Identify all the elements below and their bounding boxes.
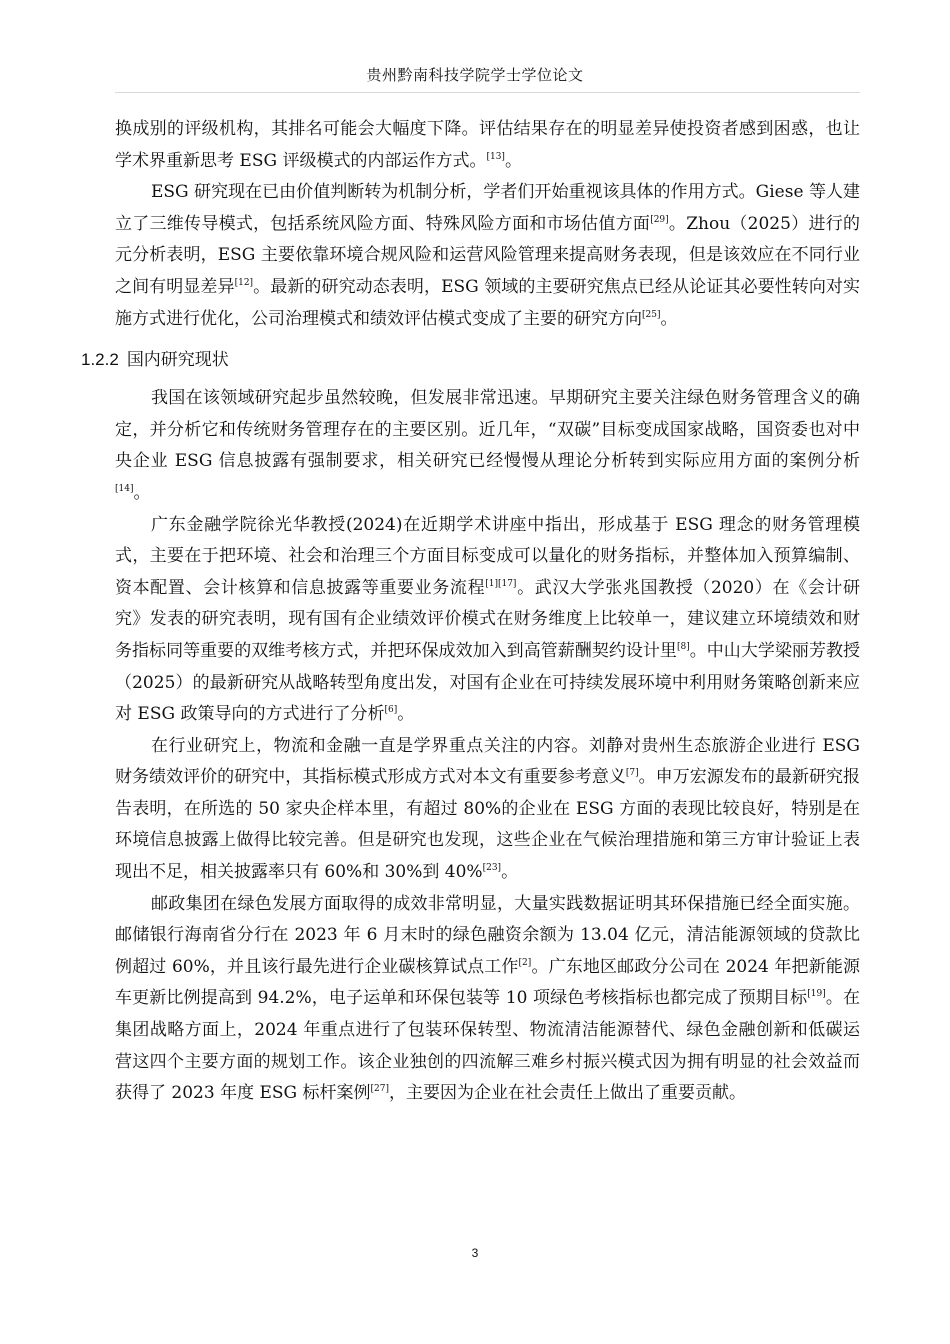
section-title: 国内研究现状	[126, 350, 229, 370]
header-divider	[115, 92, 860, 93]
citation: [6]	[384, 705, 398, 716]
paragraph-text: 广东金融学院徐光华教授(2024)在近期学术讲座中指出，形成基于 ESG 理念的财务管理模式，主要在于把环境、社会和治理三个方面目标变成可以量化的财务指标，并整体加入预算编制、资本配置、会计核算和信息披露等重要业务流程	[115, 514, 860, 598]
paragraph-text: 我国在该领域研究起步虽然较晚，但发展非常迅速。早期研究主要关注绿色财务管理含义的确定，并分析它和传统财务管理存在的主要区别。近几年，“双碳”目标变成国家战略，国资委也对中央企业 ESG 信息披露有强制要求，相关研究已经慢慢从理论分析转到实际应用方面的案例分析	[115, 388, 860, 472]
paragraph-text: 。武汉大学张兆国教授（2020）在《会计研究》发表的研究表明，现有国有企业绩效评价模式在财务维度上比较单一，建议建立环境绩效和财务指标同等重要的双维考核方式，并把环保成效加入到高管薪酬契约设计里	[115, 577, 861, 661]
section-number: 1.2.2	[81, 350, 119, 370]
paragraph-text: 换成别的评级机构，其排名可能会大幅度下降。评估结果存在的明显差异使投资者感到困惑，也让学术界重新思考 ESG 评级模式的内部运作方式。	[115, 119, 860, 171]
citation: [13]	[486, 151, 505, 162]
paragraph-text: 。广东地区邮政分公司在 2024 年把新能源车更新比例提高到 94.2%，电子运单和环保包装等 10 项绿色考核指标也都完成了预期目标	[115, 956, 860, 1009]
section-heading	[81, 345, 860, 375]
paragraph-1	[115, 114, 860, 177]
citation: [27]	[370, 1084, 389, 1095]
paragraph-text: 。Zhou（2025）进行的元分析表明，ESG 主要依靠环境合规风险和运营风险管理来提高财务表现，但是该效应在不同行业之间有明显差异	[115, 213, 860, 297]
citation: [12]	[234, 277, 254, 288]
citation: [1][17]	[485, 578, 517, 589]
citation: [8]	[676, 641, 690, 652]
paragraph-text: 。在集团战略方面上，2024 年重点进行了包装环保转型、物流清洁能源替代、绿色金融创新和低碳运营这四个主要方面的规划工作。该企业独创的四流解三难乡村振兴模式因为拥有明显的社会效益而获得了 2023 年度 ESG 标杆案例	[115, 988, 860, 1104]
citation: [29]	[650, 214, 669, 225]
paragraph-text: 。最新的研究动态表明，ESG 领域的主要研究焦点已经从论证其必要性转向对实施方式进行优化，公司治理模式和绩效评估模式变成了主要的研究方向	[115, 276, 860, 329]
paragraph-text: 。	[397, 704, 415, 725]
paragraph-text: ，主要因为企业在社会责任上做出了重要贡献。	[389, 1083, 746, 1104]
citation: [19]	[807, 989, 826, 1000]
paragraph-6	[115, 889, 860, 1110]
document-body	[81, 114, 861, 1110]
citation: [23]	[482, 863, 502, 874]
citation: [14]	[115, 483, 134, 494]
paragraph-text: 。	[504, 150, 522, 171]
page-number: 3	[471, 1246, 479, 1260]
citation: [25]	[642, 309, 661, 320]
paragraph-text: 邮政集团在绿色发展方面取得的成效非常明显，大量实践数据证明其环保措施已经全面实施。邮储银行海南省分行在 2023 年 6 月末时的绿色融资余额为 13.04 亿元，清洁能源领域的贷款比例超过 60%，并且该行最先进行企业碳核算试点工作	[115, 893, 860, 977]
citation: [7]	[625, 768, 639, 779]
citation: [2]	[518, 957, 532, 968]
page-header-title: 贵州黔南科技学院学士学位论文	[366, 66, 584, 84]
paragraph-text: 。	[501, 862, 519, 883]
paragraph-text: 。	[133, 482, 151, 503]
paragraph-text: 。	[660, 308, 678, 329]
paragraph-text: 。中山大学梁丽芳教授（2025）的最新研究从战略转型角度出发，对国有企业在可持续发展环境中利用财务策略创新来应对 ESG 政策导向的方式进行了分析	[115, 640, 861, 725]
paragraph-4	[115, 510, 860, 731]
paragraph-3	[115, 383, 860, 509]
paragraph-text: ESG 研究现在已由价值判断转为机制分析，学者们开始重视该具体的作用方式。Giese 等人建立了三维传导模式，包括系统风险方面、特殊风险方面和市场估值方面	[115, 182, 860, 234]
paragraph-text: 。申万宏源发布的最新研究报告表明，在所选的 50 家央企样本里，有超过 80%的企业在 ESG 方面的表现比较良好，特别是在环境信息披露上做得比较完善。但是研究也发现，这些企业在气候治理措施和第三方审计验证上表现出不足，相关披露率只有 60%和 30%到 40%	[115, 767, 861, 883]
paragraph-2	[115, 177, 860, 335]
paragraph-text: 在行业研究上，物流和金融一直是学界重点关注的内容。刘静对贵州生态旅游企业进行 ESG 财务绩效评价的研究中，其指标模式形成方式对本文有重要参考意义	[115, 735, 860, 788]
paragraph-5	[115, 731, 860, 889]
